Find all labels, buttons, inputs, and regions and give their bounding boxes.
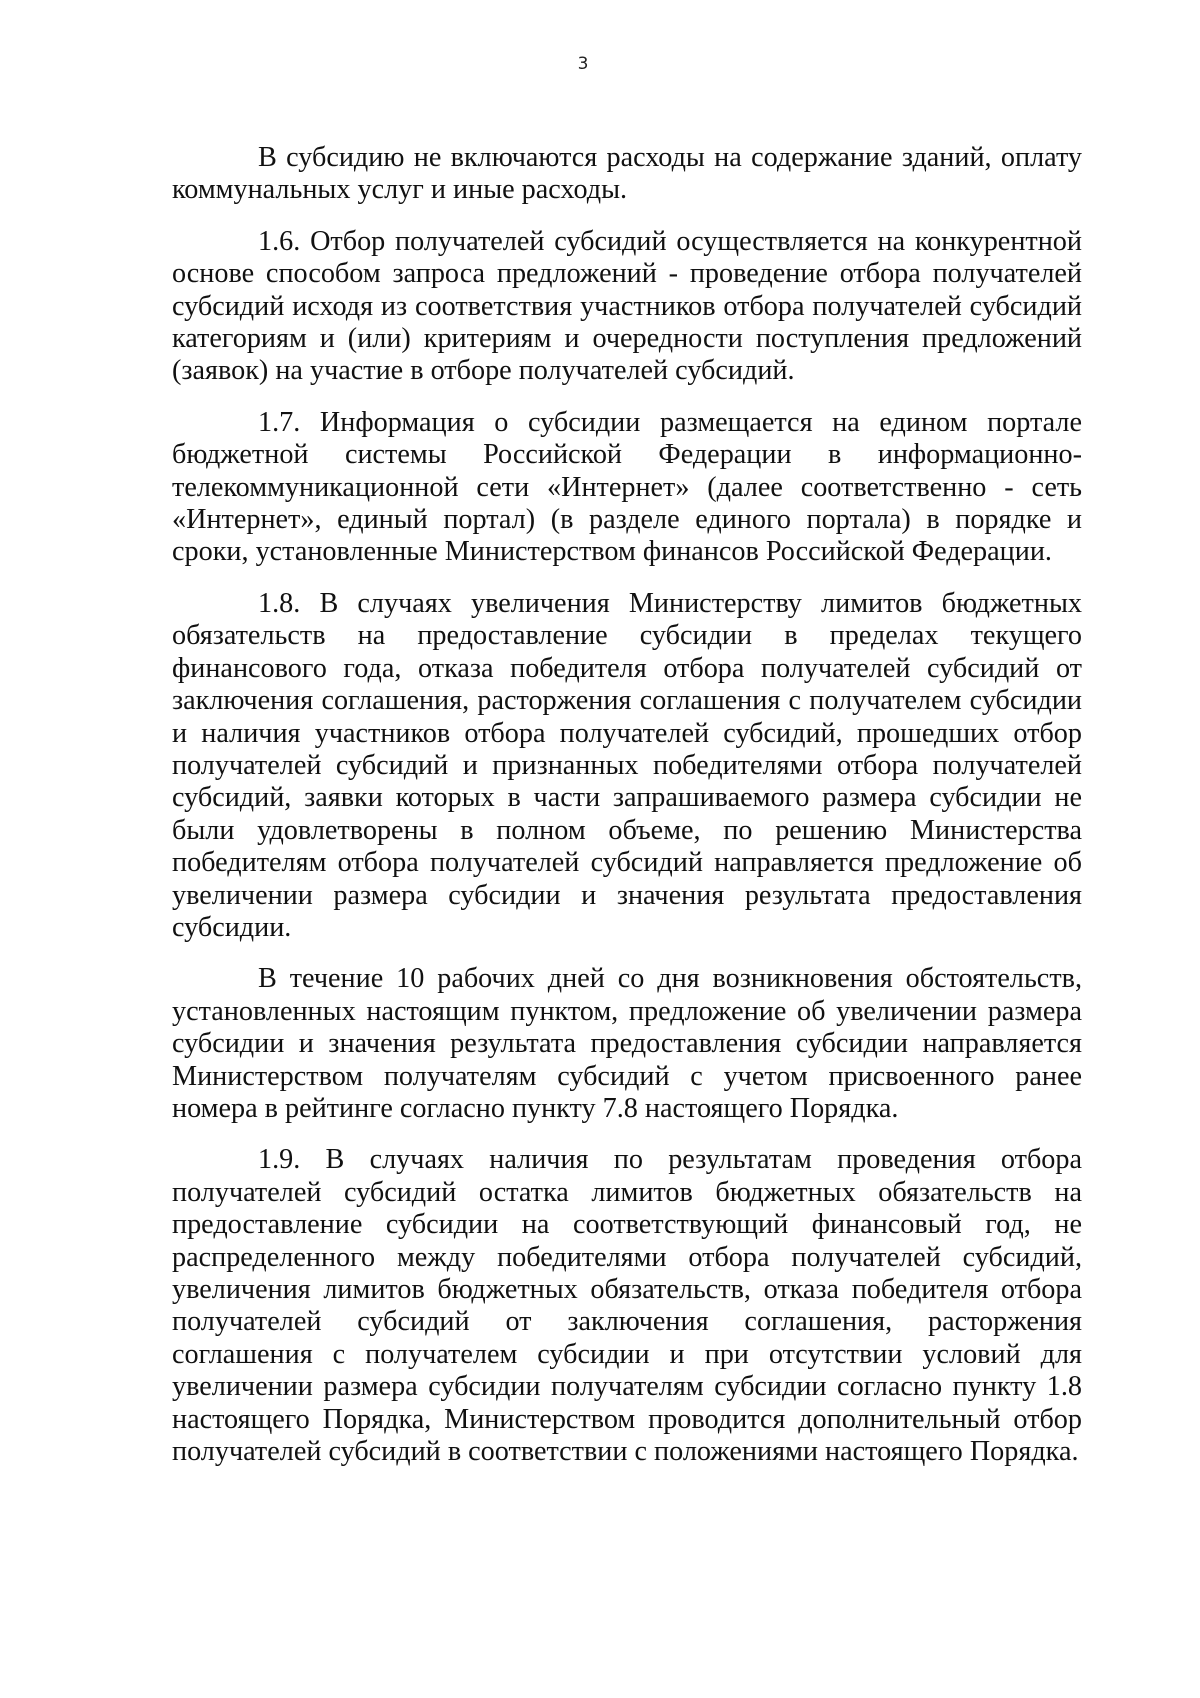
paragraph-subsidy-exclusions: В субсидию не включаются расходы на содержание зданий, оплату коммунальных услуг и иные расходы. [172,142,1082,206]
paragraph-1-8-deadline: В течение 10 рабочих дней со дня возникновения обстоятельств, установленных настоящим пунктом, предложение об увеличении размера субсидии и значения результата предоставления субсидии направляется Министерством получателям субсидий с учетом присвоенного ранее номера в рейтинге согласно пункту 7.8 настоящего Порядка. [172,963,1082,1124]
document-body [172,142,1082,1468]
paragraph-1-9: 1.9. В случаях наличия по результатам проведения отбора получателей субсидий остатка лимитов бюджетных обязательств на предоставление субсидии на соответствующий финансовый год, не распределенного между победителями отбора получателей субсидий, увеличения лимитов бюджетных обязательств, отказа победителя отбора получателей субсидий от заключения соглашения, расторжения соглашения с получателем субсидии и при отсутствии условий для увеличении размера субсидии получателям субсидии согласно пункту 1.8 настоящего Порядка, Министерством проводится дополнительный отбор получателей субсидий в соответствии с положениями настоящего Порядка. [172,1144,1082,1468]
paragraph-spacer [172,388,1082,407]
paragraph-spacer [172,207,1082,226]
paragraph-1-7: 1.7. Информация о субсидии размещается на едином портале бюджетной системы Российской Федерации в информационно-телекоммуникационной сети «Интернет» (далее соответственно - сеть «Интернет», единый портал) (в разделе единого портала) в порядке и сроки, установленные Министерством финансов Российской Федерации. [172,406,1082,568]
paragraph-1-8: 1.8. В случаях увеличения Министерству лимитов бюджетных обязательств на предоставление субсидии в пределах текущего финансового года, отказа победителя отбора получателей субсидий от заключения соглашения, расторжения соглашения с получателем субсидии и наличия участников отбора получателей субсидий, прошедших отбор получателей субсидий и признанных победителями отбора получателей субсидий, заявки которых в части запрашиваемого размера субсидии не были удовлетворены в полном объеме, по решению Министерства победителям отбора получателей субсидий направляется предложение об увеличении размера субсидии и значения результата предоставления субсидии. [172,587,1082,943]
paragraph-spacer [172,569,1082,588]
paragraph-spacer [172,1125,1082,1144]
paragraph-spacer [172,944,1082,963]
page-number: 3 [577,54,589,74]
paragraph-1-6: 1.6. Отбор получателей субсидий осуществляется на конкурентной основе способом запроса предложений - проведение отбора получателей субсидий исходя из соответствия участников отбора получателей субсидий категориям и (или) критериям и очередности поступления предложений (заявок) на участие в отборе получателей субсидий. [172,225,1082,387]
